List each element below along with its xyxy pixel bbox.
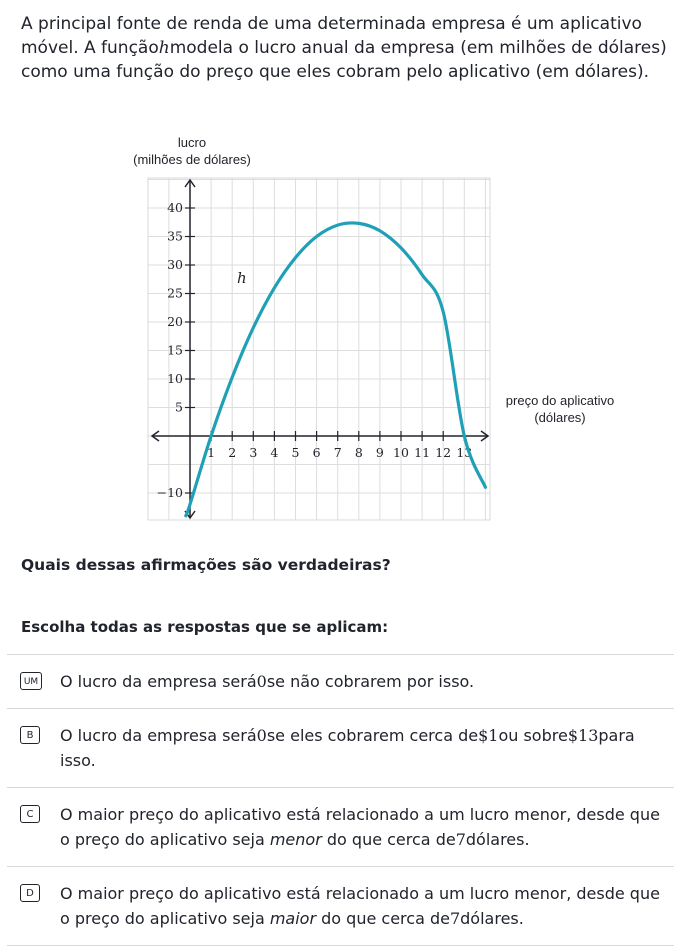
function-curve-h [186,223,486,516]
y-tick-label: 20 [167,314,183,329]
choice-c[interactable] [7,787,674,866]
question-prompt [21,12,671,84]
profit-graph [0,130,683,525]
x-tick-label: 2 [228,445,237,460]
choice-d[interactable] [7,866,674,946]
function-label-h: h [237,269,247,287]
choice-emphasis: menor [269,830,322,849]
choice-text: do que cerca de [321,909,450,928]
choice-text: O maior preço do aplicativo está relacionado a um lucro menor, desde que o preço do aplicativo seja [60,884,660,928]
choice-letter: C [20,805,40,823]
choice-text: se não cobrarem por isso. [266,672,475,691]
prompt-function-h: h [158,38,170,58]
y-tick-label: −10 [156,485,183,500]
instructions: Escolha todas as respostas que se aplicam: [21,618,389,636]
x-tick-label: 5 [291,445,300,460]
y-tick-label: 15 [167,342,183,358]
choice-emphasis: maior [269,909,317,928]
x-tick-label: 13 [456,445,473,460]
x-tick-label: 3 [249,445,258,460]
choice-math: 7 [455,830,466,849]
choice-text: dólares. [460,909,524,928]
x-tick-label: 6 [312,445,321,460]
choice-text: O lucro da empresa será [60,726,257,745]
x-axis-label-line2: (dólares) [534,410,586,425]
choice-text: O maior preço do aplicativo está relacionado a um lucro menor, desde que o preço do aplicativo seja [60,805,660,849]
choice-math: $13 [567,726,599,745]
question-title: Quais dessas afirmações são verdadeiras? [21,556,391,574]
choice-text: O lucro da empresa será [60,672,257,691]
x-tick-label: 8 [354,445,363,460]
x-tick-label: 4 [270,445,279,460]
y-tick-label: 25 [167,285,183,301]
x-axis-label-line1: preço do aplicativo [505,393,615,408]
choice-a[interactable] [7,654,674,708]
choice-letter: UM [20,672,42,690]
y-tick-label: 10 [167,371,183,386]
choice-math: $1 [478,726,499,745]
choice-text: para isso. [60,726,635,770]
x-tick-label: 12 [435,445,452,460]
choice-b[interactable] [7,708,674,787]
prompt-text-2: modela o lucro anual da empresa (em milhões de dólares) como uma função do preço que eles cobram pelo aplicativo (em dólares). [21,38,667,82]
y-tick-label: 35 [167,228,183,244]
choice-text: ou sobre [498,726,568,745]
choice-letter: D [20,884,40,902]
y-tick-label: 30 [167,257,183,272]
x-tick-label: 7 [333,445,342,460]
y-tick-label: 5 [175,399,183,415]
choice-text: dólares. [465,830,530,849]
choice-math: 0 [256,672,267,691]
y-axis-label-line1: lucro [177,135,207,150]
prompt-text-1: A principal fonte de renda de uma determinada empresa é um aplicativo móvel. A função [21,14,642,58]
choice-math: 0 [256,726,267,745]
choice-text: do que cerca de [326,830,456,849]
curve [186,223,486,516]
x-tick-label: 9 [375,445,384,460]
choice-letter: B [20,726,40,744]
x-tick-label: 10 [393,445,409,460]
y-axis-label-line2: (milhões de dólares) [133,152,251,167]
choice-math: 7 [449,909,461,928]
x-tick-label: 1 [207,445,216,460]
choice-text: se eles cobrarem cerca de [266,726,479,745]
x-tick-label: 11 [414,445,431,460]
choices-list [7,654,674,946]
y-tick-label: 40 [167,200,183,215]
